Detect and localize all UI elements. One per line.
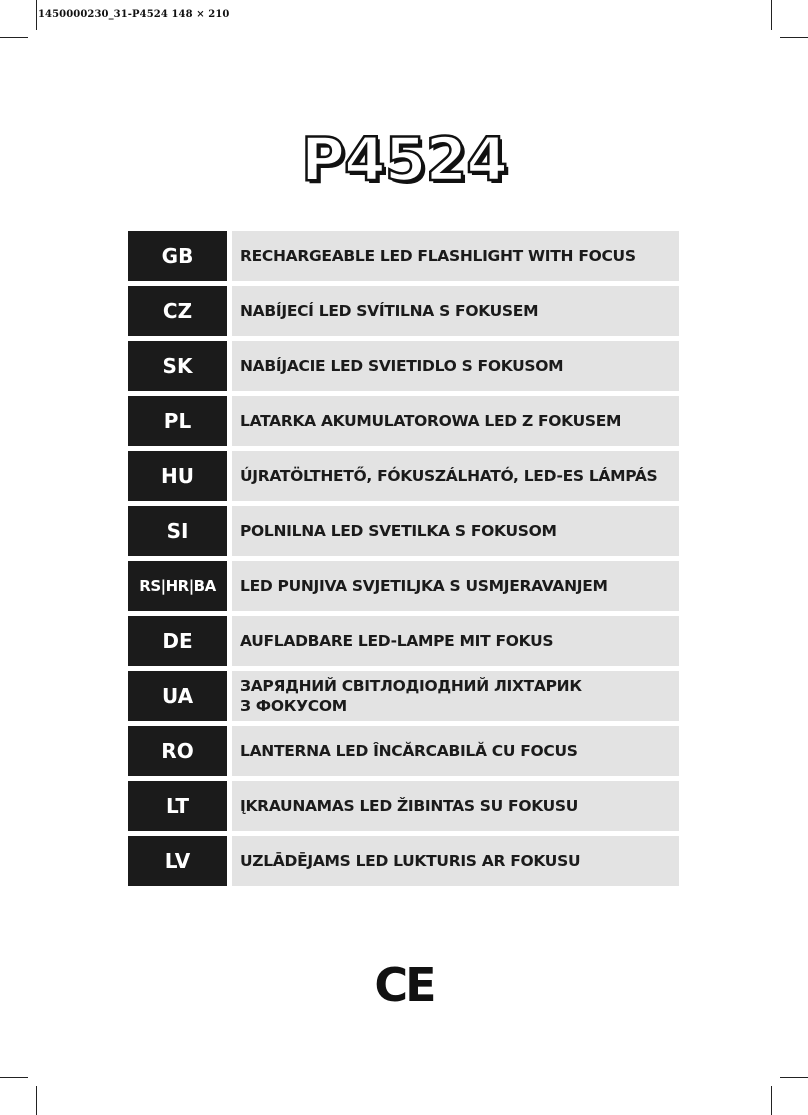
language-code: GB xyxy=(128,231,227,281)
product-title: NABÍJECÍ LED SVÍTILNA S FOKUSEM xyxy=(232,286,679,336)
crop-mark-bottom-left-horizontal xyxy=(0,1077,28,1078)
language-row-pl xyxy=(128,396,679,446)
product-title: AUFLADBARE LED-LAMPE MIT FOKUS xyxy=(232,616,679,666)
language-code: SK xyxy=(128,341,227,391)
product-title: RECHARGEABLE LED FLASHLIGHT WITH FOCUS xyxy=(232,231,679,281)
ce-mark: CE xyxy=(374,958,434,1012)
product-title: LATARKA AKUMULATOROWA LED Z FOKUSEM xyxy=(232,396,679,446)
language-row-lv xyxy=(128,836,679,886)
product-title: NABÍJACIE LED SVIETIDLO S FOKUSOM xyxy=(232,341,679,391)
product-title: ЗАРЯДНИЙ СВІТЛОДІОДНИЙ ЛІХТАРИК З ФОКУСОМ xyxy=(232,671,679,721)
language-table xyxy=(128,231,679,891)
language-code: LT xyxy=(128,781,227,831)
language-row-lt xyxy=(128,781,679,831)
crop-mark-top-left-horizontal xyxy=(0,37,28,38)
crop-mark-bottom-right-vertical xyxy=(771,1086,772,1115)
language-row-si xyxy=(128,506,679,556)
crop-mark-top-left-vertical xyxy=(36,0,37,30)
language-code: LV xyxy=(128,836,227,886)
language-code: SI xyxy=(128,506,227,556)
language-code: DE xyxy=(128,616,227,666)
model-title: P4524 xyxy=(301,125,507,195)
language-row-hu xyxy=(128,451,679,501)
product-title: LANTERNA LED ÎNCĂRCABILĂ CU FOCUS xyxy=(232,726,679,776)
language-code: RS|HR|BA xyxy=(128,561,227,611)
crop-mark-top-right-vertical xyxy=(771,0,772,30)
crop-mark-top-right-horizontal xyxy=(780,37,808,38)
product-title: LED PUNJIVA SVJETILJKA S USMJERAVANJEM xyxy=(232,561,679,611)
product-title: POLNILNA LED SVETILKA S FOKUSOM xyxy=(232,506,679,556)
crop-mark-bottom-left-vertical xyxy=(36,1086,37,1115)
language-row-ua xyxy=(128,671,679,721)
language-row-rs-hr-ba xyxy=(128,561,679,611)
language-row-cz xyxy=(128,286,679,336)
language-code: HU xyxy=(128,451,227,501)
crop-mark-bottom-right-horizontal xyxy=(780,1077,808,1078)
language-code: PL xyxy=(128,396,227,446)
file-info-label: 1450000230_31-P4524 148 × 210 xyxy=(38,9,230,20)
product-title: ÚJRATÖLTHETŐ, FÓKUSZÁLHATÓ, LED-ES LÁMPÁS xyxy=(232,451,679,501)
language-code: CZ xyxy=(128,286,227,336)
product-title: ĮKRAUNAMAS LED ŽIBINTAS SU FOKUSU xyxy=(232,781,679,831)
language-row-gb xyxy=(128,231,679,281)
product-title: UZLĀDĒJAMS LED LUKTURIS AR FOKUSU xyxy=(232,836,679,886)
language-row-de xyxy=(128,616,679,666)
language-code: UA xyxy=(128,671,227,721)
language-code: RO xyxy=(128,726,227,776)
language-row-ro xyxy=(128,726,679,776)
language-row-sk xyxy=(128,341,679,391)
